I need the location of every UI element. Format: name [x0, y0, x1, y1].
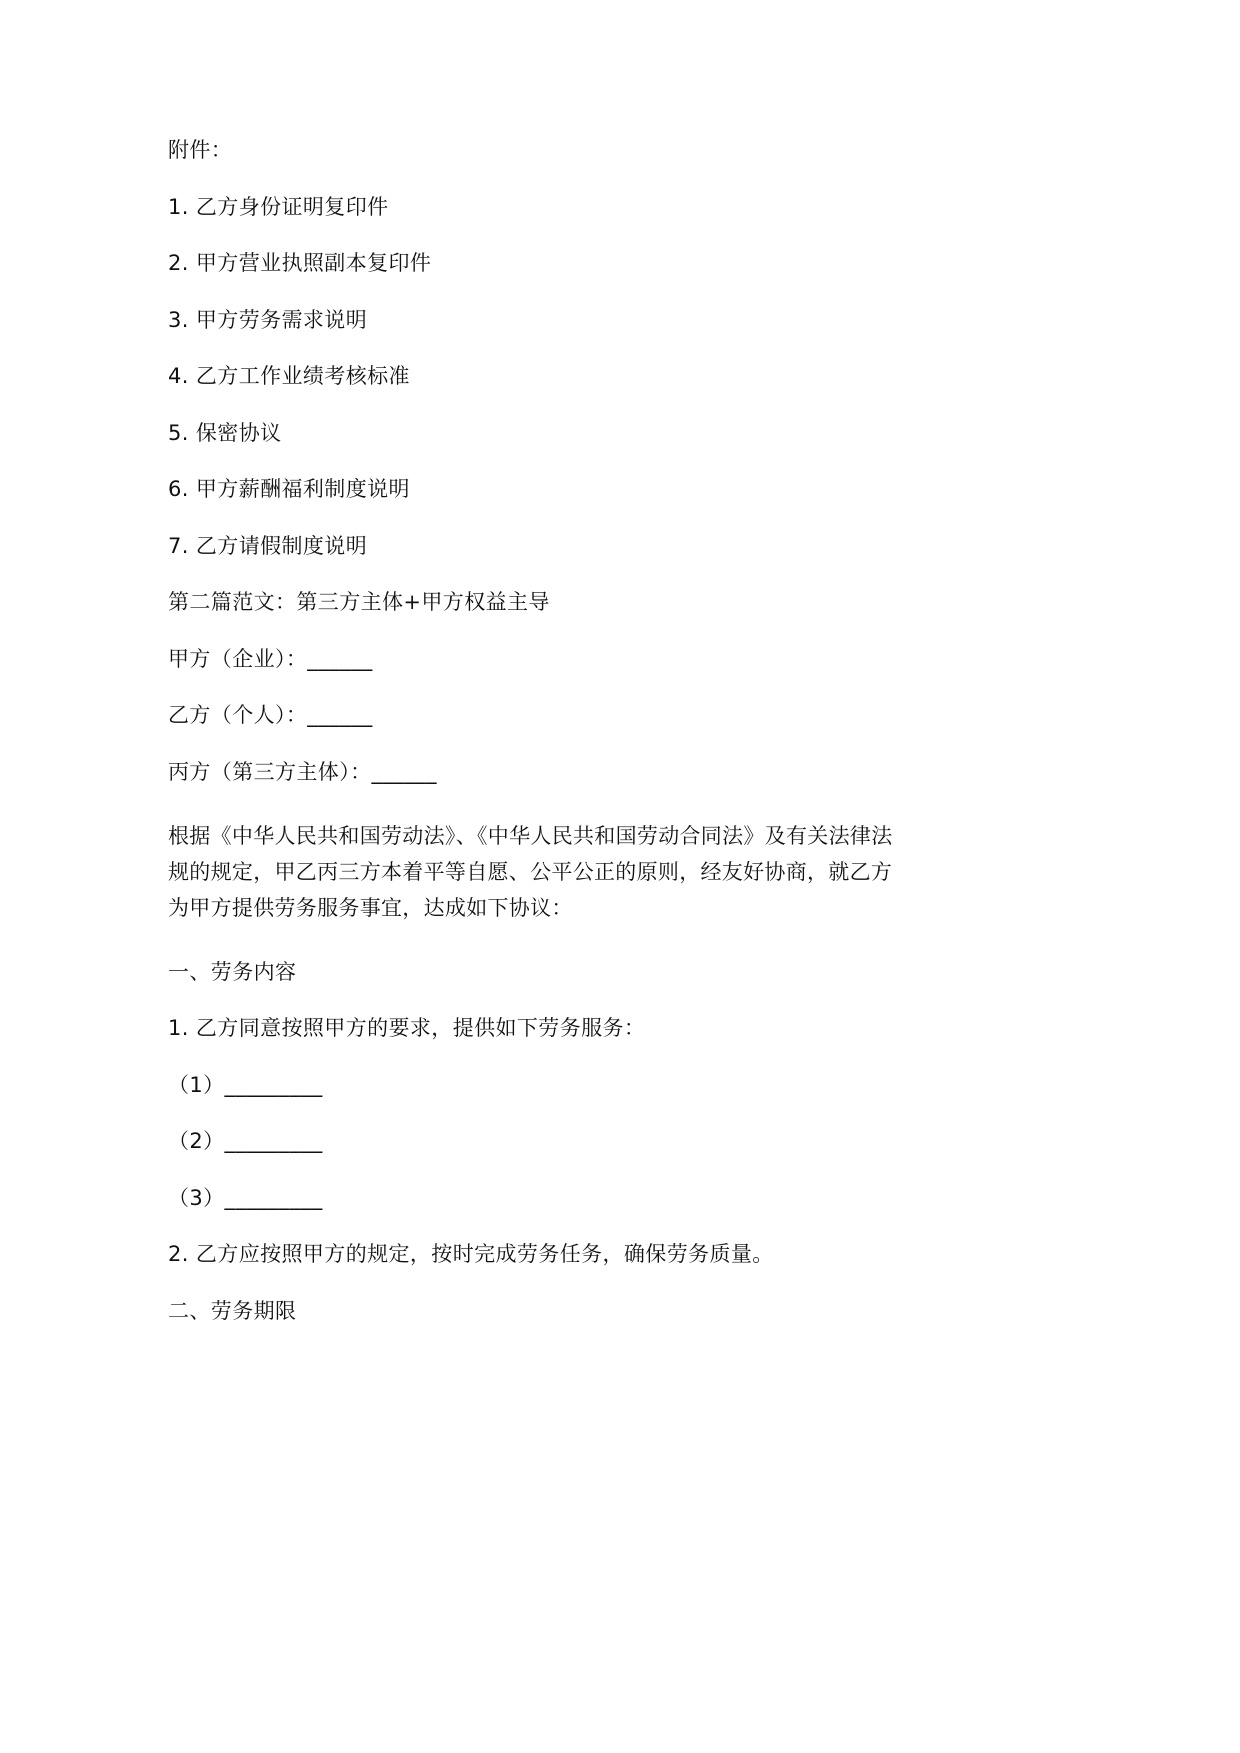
section-1-heading: 一、劳务内容 [168, 959, 297, 984]
service-item-2: （2）_________ [168, 1129, 323, 1154]
section-2-heading: 二、劳务期限 [168, 1298, 297, 1323]
service-item-1: （1）_________ [168, 1072, 323, 1097]
section-1-item-2: 2. 乙方应按照甲方的规定，按时完成劳务任务，确保劳务质量。 [168, 1242, 774, 1267]
attachment-item-2: 2. 甲方营业执照副本复印件 [168, 251, 432, 275]
attachment-item-7: 7. 乙方请假制度说明 [168, 533, 368, 558]
preamble-line-2: 规的规定，甲乙丙三方本着平等自愿、公平公正的原则，经友好协商，就乙方 [168, 860, 893, 885]
party-b-field: 乙方（个人）：______ [168, 703, 373, 727]
document-body [168, 140, 1090, 1322]
attachment-item-1: 1. 乙方身份证明复印件 [168, 194, 389, 219]
attachment-item-5: 5. 保密协议 [168, 420, 282, 445]
preamble-paragraph [168, 818, 1090, 926]
section-1-item-1: 1. 乙方同意按照甲方的要求，提供如下劳务服务： [168, 1016, 646, 1041]
attachment-item-6: 6. 甲方薪酬福利制度说明 [168, 477, 410, 501]
sample-section-title: 第二篇范文：第三方主体+甲方权益主导 [168, 590, 550, 614]
party-c-field: 丙方（第三方主体）：______ [168, 759, 437, 784]
attachments-heading: 附件： [168, 138, 233, 162]
preamble-line-3: 为甲方提供劳务服务事宜，达成如下协议： [168, 896, 573, 921]
attachment-item-4: 4. 乙方工作业绩考核标准 [168, 364, 410, 388]
service-item-3: （3）_________ [168, 1185, 323, 1210]
attachment-item-3: 3. 甲方劳务需求说明 [168, 307, 368, 332]
party-a-field: 甲方（企业）：______ [168, 646, 373, 671]
preamble-line-1: 根据《中华人民共和国劳动法》、《中华人民共和国劳动合同法》及有关法律法 [168, 824, 893, 848]
